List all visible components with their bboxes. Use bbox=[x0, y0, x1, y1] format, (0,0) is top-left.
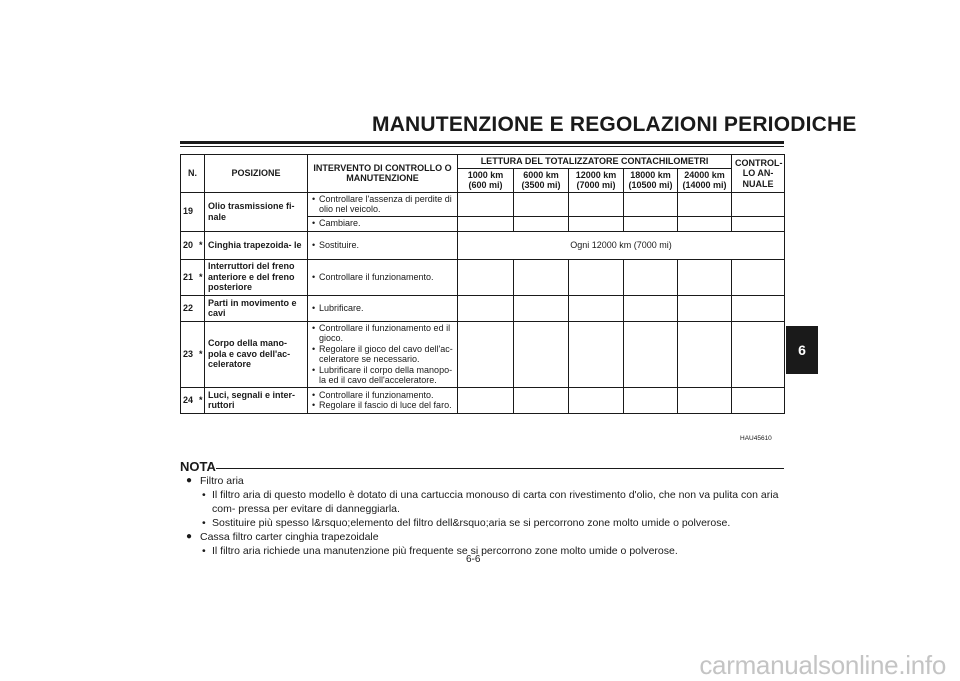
row-number: 19 bbox=[181, 192, 198, 231]
row-position: Luci, segnali e inter- ruttori bbox=[205, 387, 308, 413]
row-star: * bbox=[198, 387, 205, 413]
nota-body bbox=[186, 474, 784, 558]
bullet-icon: • bbox=[202, 517, 206, 529]
empty-cell bbox=[624, 216, 678, 231]
row-action: • Controllare il funzionamento. • Regolare il fascio di luce del faro. bbox=[308, 387, 458, 413]
row-number: 22 bbox=[181, 295, 198, 321]
check-mark bbox=[624, 192, 678, 216]
check-mark bbox=[624, 295, 678, 321]
check-mark bbox=[624, 387, 678, 413]
header-interval: 12000 km (7000 mi) bbox=[569, 168, 624, 192]
table-row bbox=[181, 295, 785, 321]
check-mark bbox=[678, 192, 732, 216]
bullet-dot-icon: ● bbox=[186, 475, 193, 486]
check-mark bbox=[732, 295, 785, 321]
check-mark bbox=[624, 259, 678, 295]
check-mark bbox=[678, 216, 732, 231]
check-mark bbox=[569, 216, 624, 231]
check-mark bbox=[678, 259, 732, 295]
check-mark bbox=[569, 259, 624, 295]
check-mark bbox=[514, 321, 569, 387]
empty-cell bbox=[458, 321, 514, 387]
row-star: * bbox=[198, 231, 205, 259]
row-position: Olio trasmissione fi- nale bbox=[205, 192, 308, 231]
nota-title: NOTA bbox=[180, 459, 216, 474]
row-action: • Controllare il funzionamento. bbox=[308, 259, 458, 295]
table-row bbox=[181, 387, 785, 413]
empty-cell bbox=[514, 216, 569, 231]
check-mark bbox=[458, 192, 514, 216]
row-number: 21 bbox=[181, 259, 198, 295]
check-mark bbox=[458, 216, 514, 231]
nota-subitem: • Sostituire più spesso l&rsquo;elemento del filtro dell&rsquo;aria se si percorrono zone molto umide o polverose. bbox=[202, 517, 731, 529]
row-position: Parti in movimento e cavi bbox=[205, 295, 308, 321]
row-number: 20 bbox=[181, 231, 198, 259]
empty-cell bbox=[458, 295, 514, 321]
table-row bbox=[181, 192, 785, 216]
table-row bbox=[181, 321, 785, 387]
header-annual: CONTROL- LO AN- NUALE bbox=[732, 155, 785, 193]
check-mark bbox=[569, 295, 624, 321]
row-star: * bbox=[198, 321, 205, 387]
row-action: • Cambiare. bbox=[308, 216, 458, 231]
check-mark bbox=[569, 387, 624, 413]
header-row-1 bbox=[181, 155, 785, 169]
header-n: N. bbox=[181, 155, 205, 193]
row-number: 23 bbox=[181, 321, 198, 387]
row-number: 24 bbox=[181, 387, 198, 413]
nota-rule bbox=[216, 468, 784, 469]
header-odometer: LETTURA DEL TOTALIZZATORE CONTACHILOMETRI bbox=[458, 155, 732, 169]
maintenance-table bbox=[180, 154, 785, 414]
title-rule-thin bbox=[180, 146, 784, 147]
chapter-tab[interactable]: 6 bbox=[786, 326, 818, 374]
row-action: • Controllare l'assenza di perdite di olio nel veicolo. bbox=[308, 192, 458, 216]
empty-cell bbox=[732, 192, 785, 216]
empty-cell bbox=[732, 216, 785, 231]
nota-subitem: • Il filtro aria richiede una manutenzione più frequente se si percorrono zone molto umide o polverose. bbox=[202, 545, 678, 557]
bullet-dot-icon: ● bbox=[186, 531, 193, 542]
row-star: * bbox=[198, 259, 205, 295]
check-mark bbox=[678, 295, 732, 321]
check-mark bbox=[624, 321, 678, 387]
watermark: carmanualsonline.info bbox=[699, 650, 946, 680]
check-mark bbox=[514, 192, 569, 216]
page-number: 6-6 bbox=[466, 554, 481, 565]
check-mark bbox=[514, 259, 569, 295]
row-action: • Lubrificare. bbox=[308, 295, 458, 321]
table-row bbox=[181, 231, 785, 259]
header-interval: 18000 km (10500 mi) bbox=[624, 168, 678, 192]
check-mark bbox=[569, 321, 624, 387]
nota-item: ● Filtro aria bbox=[186, 475, 244, 487]
check-mark bbox=[678, 387, 732, 413]
header-position: POSIZIONE bbox=[205, 155, 308, 193]
header-interval: 6000 km (3500 mi) bbox=[514, 168, 569, 192]
table-row bbox=[181, 259, 785, 295]
check-mark bbox=[732, 321, 785, 387]
check-mark bbox=[732, 259, 785, 295]
check-mark bbox=[458, 259, 514, 295]
header-action: INTERVENTO DI CONTROLLO O MANUTENZIONE bbox=[308, 155, 458, 193]
check-mark bbox=[678, 321, 732, 387]
page-title: MANUTENZIONE E REGOLAZIONI PERIODICHE bbox=[372, 113, 857, 136]
bullet-icon: • bbox=[202, 545, 206, 557]
check-mark bbox=[514, 387, 569, 413]
header-interval: 24000 km (14000 mi) bbox=[678, 168, 732, 192]
row-action: • Controllare il funzionamento ed il gioco. • Regolare il gioco del cavo dell'ac- celeratore se necessario. • Lubrificare il corpo della manopo- la ed il cavo dell'acceleratore. bbox=[308, 321, 458, 387]
header-interval: 1000 km (600 mi) bbox=[458, 168, 514, 192]
title-rule-thick bbox=[180, 141, 784, 144]
row-star bbox=[198, 295, 205, 321]
check-mark bbox=[458, 387, 514, 413]
row-position: Corpo della mano- pola e cavo dell'ac- celeratore bbox=[205, 321, 308, 387]
row-star bbox=[198, 192, 205, 231]
check-mark bbox=[569, 192, 624, 216]
check-mark bbox=[514, 295, 569, 321]
row-position: Cinghia trapezoida- le bbox=[205, 231, 308, 259]
interval-span-text: Ogni 12000 km (7000 mi) bbox=[458, 231, 785, 259]
bullet-icon: • bbox=[202, 489, 206, 501]
reference-code: HAU45610 bbox=[740, 435, 772, 442]
check-mark bbox=[732, 387, 785, 413]
nota-subitem: • Il filtro aria di questo modello è dotato di una cartuccia monouso di carta con rivestimento d'olio, che non va pulita con aria com- pressa per evitare di danneggiarla. bbox=[202, 489, 779, 515]
nota-item: ● Cassa filtro carter cinghia trapezoidale bbox=[186, 531, 379, 543]
row-action: • Sostituire. bbox=[308, 231, 458, 259]
row-position: Interruttori del freno anteriore e del freno posteriore bbox=[205, 259, 308, 295]
